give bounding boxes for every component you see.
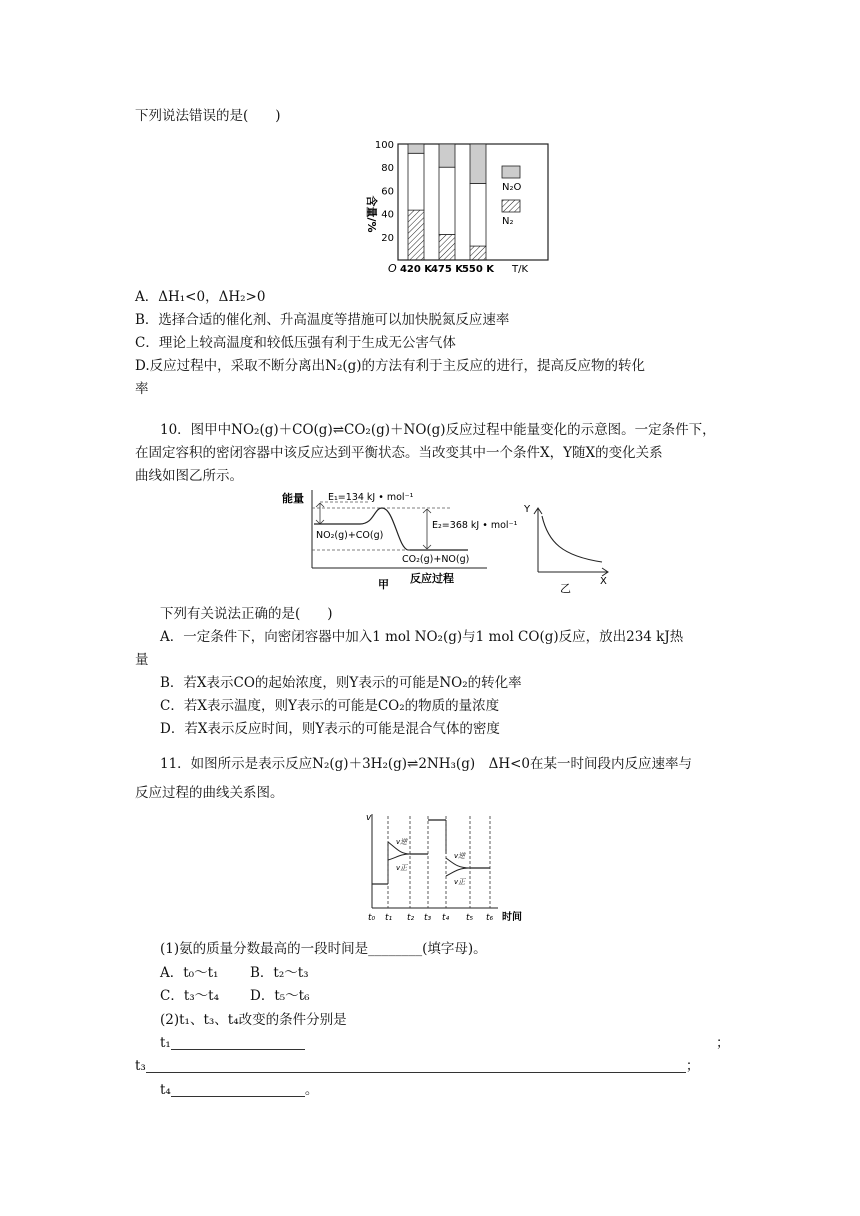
v-forward-label-2: v正 [454,878,466,886]
y-tick-label: 100 [374,140,394,151]
y-tick-label: 20 [381,232,394,244]
time-axis-label: 时间 [502,912,522,923]
q10-energy-diagram [282,486,518,591]
reactants-label: NO₂(g)+CO(g) [316,530,384,541]
figure-b-caption: 乙 [560,582,571,595]
q9-option-d: D.反应过程中，采取不断分离出N₂(g)的方法有利于主反应的进行，提高反应物的转化 [135,358,646,374]
q9-option-c: C．理论上较高温度和较低压强有利于生成无公害气体 [135,335,456,351]
t4-blank[interactable] [171,1082,305,1097]
legend-label-n2: N₂ [502,216,514,227]
q10-intro: 下列有关说法正确的是( ) [160,606,333,622]
q11-sub1-option-d: D．t₅～t₆ [250,988,310,1004]
q11-stem-line1: 11．如图所示是表示反应N₂(g)＋3H₂(g)⇌2NH₃(g) ΔH<0在某一时间段内反应速率与 [160,756,693,772]
energy-axis-label: 能量 [282,492,304,505]
legend-swatch-n2 [502,200,520,212]
x-tick-label: 420 K [399,264,433,275]
legend-label-n2o: N₂O [502,182,522,193]
t3-semicolon: ； [685,1058,700,1074]
bar-other [470,144,486,183]
y-axis-label: Y [524,504,531,515]
q9-option-d-cont: 率 [135,381,149,397]
tick-t6: t₆ [486,913,494,923]
reaction-axis-label: 反应过程 [410,572,454,585]
q10-option-d: D．若X表示反应时间，则Y表示的可能是混合气体的密度 [160,721,500,737]
bar-n2 [439,234,455,260]
bar-n2o [439,167,455,234]
t1-blank[interactable] [171,1035,305,1050]
tick-t3: t₃ [424,913,432,923]
q11-t1-answer [160,1033,305,1053]
x-axis-label: T/K [512,264,529,275]
q10-option-a-cont: 量 [135,652,149,668]
v-forward-label-1: v正 [396,864,408,872]
t3-blank[interactable] [146,1058,686,1073]
q10-option-b: B．若X表示CO的起始浓度，则Y表示的可能是NO₂的转化率 [160,675,522,691]
t3-label: t₃ [135,1058,146,1074]
v-reverse-label-1: v逆 [396,838,408,846]
q10-option-c: C．若X表示温度，则Y表示的可能是CO₂的物质的量浓度 [160,698,500,714]
q11-sub1-option-c: C．t₃～t₄ [160,988,220,1004]
bar-other [439,144,455,167]
e1-label: E₁=134 kJ • mol⁻¹ [328,492,414,503]
q9-intro: 下列说法错误的是( ) [135,108,281,124]
y-tick-label: 80 [381,163,394,175]
tick-t5: t₅ [466,913,474,923]
tick-t0: t₀ [368,913,376,923]
q10-stem-line1: 10．图甲中NO₂(g)＋CO(g)⇌CO₂(g)＋NO(g)反应过程中能量变化的示意图。一定条件下， [160,422,716,438]
q11-stem-line2: 反应过程的曲线关系图。 [135,785,284,801]
products-label: CO₂(g)+NO(g) [402,554,470,565]
q10-stem-line2: 在固定容积的密闭容器中该反应达到平衡状态。当改变其中一个条件X，Y随X的变化关系 [135,445,663,461]
bar-n2 [470,246,486,260]
q11-rate-time-diagram [360,806,530,924]
t1-label: t₁ [160,1035,171,1051]
q11-t3-answer [135,1056,699,1076]
figure-a-caption: 甲 [378,578,389,591]
bar-n2o [470,183,486,246]
t4-period: 。 [304,1082,319,1098]
tick-t2: t₂ [407,913,415,923]
v-reverse-label-2: v逆 [454,852,466,860]
y-axis-label: 含量/% [365,195,378,233]
q11-sub1-option-a: A．t₀～t₁ [160,965,219,981]
q10-option-a: A．一定条件下，向密闭容器中加入1 mol NO₂(g)与1 mol CO(g)反应，放出234 kJ热 [160,629,684,645]
v-axis-label: v [366,813,372,823]
bar-n2o [408,153,424,210]
x-tick-label: 550 K [461,264,495,275]
e2-label: E₂=368 kJ • mol⁻¹ [432,520,518,531]
legend-swatch-n2o [502,166,520,178]
bar-n2 [408,210,424,260]
x-axis-label: X [600,576,607,587]
q10-y-x-curve [516,500,616,594]
q9-option-a: A．ΔH₁<0，ΔH₂>0 [135,289,266,305]
origin-label: O [388,262,397,275]
tick-t1: t₁ [385,913,393,923]
q9-option-b: B．选择合适的催化剂、升高温度等措施可以加快脱氮反应速率 [135,312,510,328]
q11-sub1: (1)氨的质量分数最高的一段时间是________(填字母)。 [160,941,487,957]
x-tick-label: 475 K [430,264,464,275]
q11-t4-answer [160,1080,318,1100]
tick-t4: t₄ [442,913,450,923]
q10-stem-line3: 曲线如图乙所示。 [135,468,243,484]
q11-sub1-option-b: B．t₂～t₃ [250,965,309,981]
t1-semicolon: ； [716,1035,730,1051]
t4-label: t₄ [160,1082,171,1098]
q9-stacked-bar-chart [360,134,550,276]
q11-sub2: (2)t₁、t₃、t₄改变的条件分别是 [160,1012,347,1028]
bar-other [408,144,424,153]
y-tick-label: 60 [381,186,394,198]
y-tick-label: 40 [381,209,394,221]
